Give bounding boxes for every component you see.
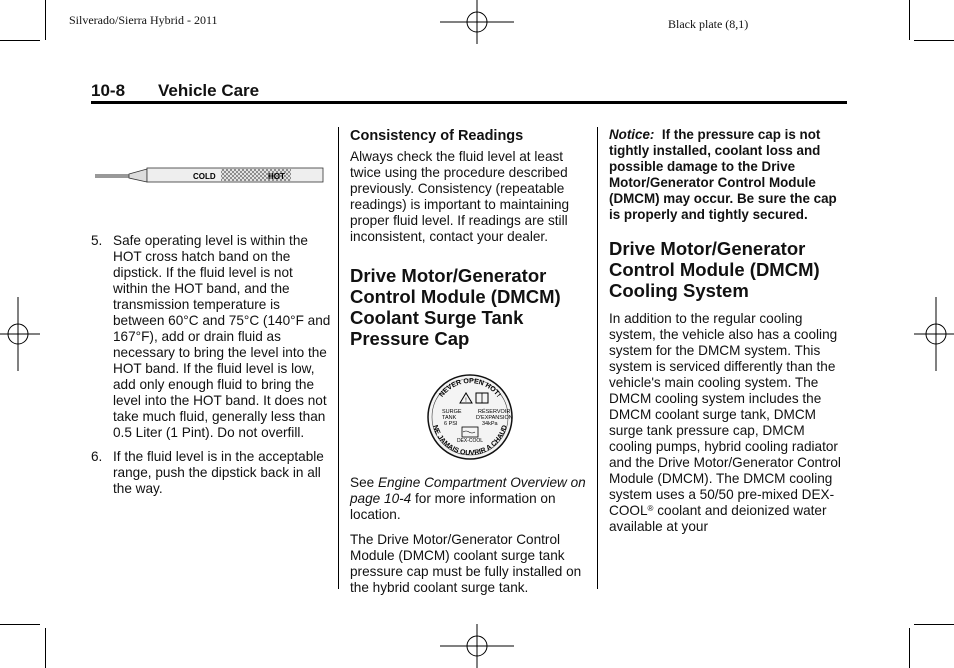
list-item [91, 233, 331, 441]
registration-mark-icon [440, 624, 514, 668]
registered-mark: ® [647, 504, 654, 513]
cooling-text-before: In addition to the regular cooling system, the vehicle also has a cooling system for the DMCM system. This system is serviced differently than the vehicle's main cooling system. The DMCM cooling system includes the DMCM coolant surge tank, DMCM surge tank pressure cap, DMCM cooling pumps, hybrid cooling radiator and the Drive Motor/Generator Control Module (DMCM). The DMCM cooling system uses a 50/50 pre-mixed DEX-COOL [609, 311, 841, 518]
column-middle [350, 127, 590, 596]
svg-text:!: ! [465, 398, 467, 404]
cap-right-label-3: 34kPa [482, 421, 498, 427]
dipstick-cold-label: COLD [193, 172, 216, 181]
page-title: Vehicle Care [158, 81, 260, 100]
crop-mark [0, 624, 40, 625]
cap-left-label-1: SURGE [442, 409, 462, 415]
cap-dexcool-label: DEX-COOL [456, 438, 484, 444]
step-number: 6. [91, 449, 103, 464]
pressure-cap-illustration [350, 369, 590, 465]
notice-text: If the pressure cap is not tightly installed, coolant loss and possible damage to the Drive Motor/Generator Control Module (DMCM) may occur. Be sure the cap is properly and tightly secured. [609, 127, 837, 222]
cap-right-label-2: D'EXPANSION [476, 415, 513, 421]
dipstick-hot-label: HOT [268, 172, 285, 181]
crop-mark [45, 628, 46, 668]
cap-left-label-2: TANK [442, 415, 457, 421]
cap-right-label-1: RÉSERVOIR [478, 409, 511, 415]
notice-label: Notice: [609, 127, 655, 142]
column-divider [597, 127, 598, 589]
see-prefix: See [350, 475, 378, 490]
page-number: 10-8 [91, 81, 126, 100]
crop-mark [45, 0, 46, 40]
consistency-text: Always check the fluid level at least twice using the procedure described previously. Consistency (repeatable readings) is important to maintaining proper fluid level. If readings are still inconsistent, contact your dealer. [350, 149, 570, 244]
plate-info-left: Silverado/Sierra Hybrid - 2011 [69, 13, 218, 27]
column-divider [338, 127, 339, 589]
list-item [91, 449, 331, 497]
crop-mark [0, 40, 40, 41]
cap-left-label-3: 6 PSI [444, 421, 458, 427]
procedure-steps [91, 233, 331, 505]
step-text: Safe operating level is within the HOT cross hatch band on the dipstick. If the fluid level is not within the HOT band, and the transmission temperature is between 60°C and 75°C (140°F and 167°F), add or drain fluid as necessary to bring the level into the HOT band. If the fluid level is low, add only enough fluid to bring the level into the HOT band. It does not take much fluid, generally less than 0.5 Liter (1 Pint). Do not overfill. [113, 233, 331, 440]
crop-mark [909, 628, 910, 668]
registration-mark-icon [914, 297, 954, 371]
see-reference-paragraph [350, 475, 590, 523]
dipstick-illustration [93, 160, 327, 186]
crop-mark [914, 624, 954, 625]
crop-mark [914, 40, 954, 41]
cap-bottom-text: NE JAMAIS OUVRIR A CHAUD [431, 424, 509, 458]
step-text: If the fluid level is in the acceptable range, push the dipstick back in all the way. [113, 449, 324, 496]
cooling-text-after: coolant and deionized water available at your [609, 503, 827, 534]
crop-mark [909, 0, 910, 40]
column-right [609, 127, 849, 535]
pressure-cap-text: The Drive Motor/Generator Control Module (DMCM) coolant surge tank pressure cap must be fully installed on the hybrid coolant surge tank. [350, 532, 582, 595]
registration-mark-icon [0, 297, 40, 371]
cooling-system-heading: Drive Motor/Generator Control Module (DMCM) Cooling System [609, 238, 820, 301]
see-suffix: for more information on location. [350, 491, 556, 522]
header-rule [91, 101, 847, 104]
consistency-heading: Consistency of Readings [350, 128, 524, 144]
cooling-system-text [609, 311, 849, 535]
registration-mark-icon [440, 0, 514, 44]
pressure-cap-heading: Drive Motor/Generator Control Module (DMCM) Coolant Surge Tank Pressure Cap [350, 265, 561, 349]
cap-top-text: NEVER OPEN HOT! [438, 377, 502, 399]
plate-info-right: Black plate (8,1) [668, 17, 749, 31]
notice-block [609, 127, 849, 223]
cross-reference-link[interactable]: Engine Compartment Overview on page 10-4 [350, 475, 586, 506]
step-number: 5. [91, 233, 103, 248]
